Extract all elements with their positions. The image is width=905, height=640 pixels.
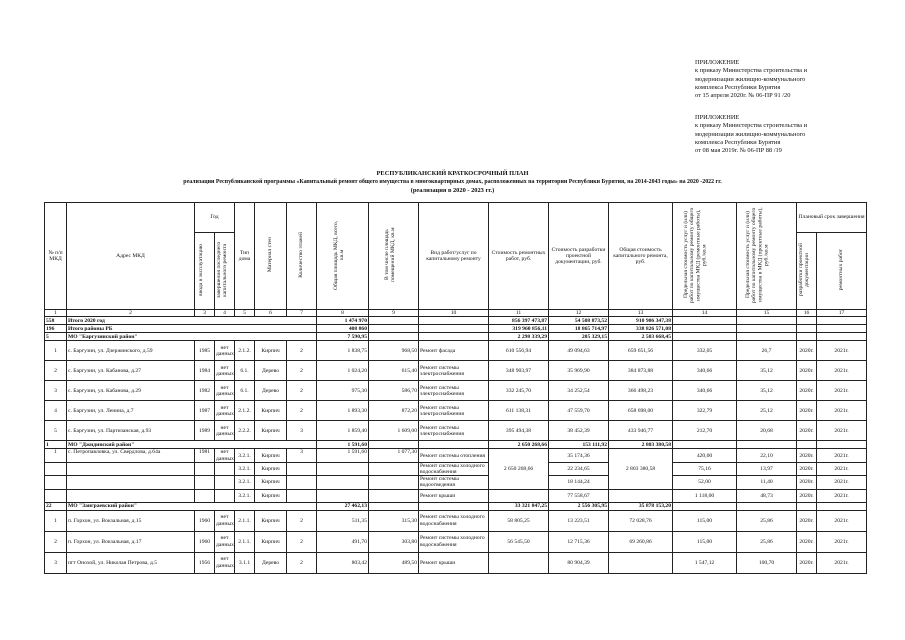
- cell-deadline-design: 2020г.: [797, 510, 817, 531]
- cell-design: 35 969,90: [549, 361, 609, 381]
- cell-deadline-works: 2021г.: [817, 421, 867, 441]
- cell-wall: Кирпич: [255, 462, 287, 475]
- cell-total: 659 651,56: [609, 341, 673, 361]
- plan-table: [44, 202, 867, 574]
- cell-design: 12 715,36: [549, 531, 609, 552]
- cell-area2: 968,50: [369, 341, 419, 361]
- cell-limit-repair: 115,00: [673, 531, 737, 552]
- cell-design: 47 559,70: [549, 401, 609, 421]
- cell-design: 35 174,36: [549, 449, 609, 462]
- cell-total: 384 873,88: [609, 361, 673, 381]
- cell-floors: 3: [287, 421, 317, 441]
- table-row: [45, 361, 867, 381]
- cell-area2: 315,30: [369, 510, 419, 531]
- cell-repair: 395 494,38: [489, 421, 549, 441]
- appendix-label: ПРИЛОЖЕНИЕ: [695, 59, 740, 66]
- group-area: 1 591,60: [317, 441, 369, 449]
- cell-deadline-design: 2020г.: [797, 421, 817, 441]
- cell-limit-repair: 1 547,12: [673, 552, 737, 573]
- col-number: 8: [317, 310, 369, 317]
- cell-repair: [489, 552, 549, 573]
- cell-area2: 489,50: [369, 552, 419, 573]
- cell-work: Ремонт фасада: [419, 341, 489, 361]
- cell-wall: Кирпич: [255, 421, 287, 441]
- cell-wall: Дерево: [255, 381, 287, 401]
- cell-total: 72 028,76: [609, 510, 673, 531]
- cell-limit-design: 100,70: [737, 552, 797, 573]
- cell-area: 1 024,20: [317, 361, 369, 381]
- cell-address: с. Петропавловка, ул. Свердлова, д.64а: [67, 449, 195, 462]
- cell-limit-repair: 340,66: [673, 361, 737, 381]
- cell-limit-repair: 420,00: [673, 449, 737, 462]
- cell-work: Ремонт крыши: [419, 552, 489, 573]
- cell-design: 13 223,51: [549, 510, 609, 531]
- table-row: [45, 462, 867, 475]
- document-period: (реализация в 2020 - 2023 гг.): [410, 187, 495, 194]
- cell-limit-design: 48,73: [737, 489, 797, 502]
- cell-type: 3.2.1.: [235, 462, 255, 475]
- cell-deadline-works: 2021г.: [817, 489, 867, 502]
- cell-deadline-design: 2020г.: [797, 552, 817, 573]
- header-year: Год: [195, 203, 235, 233]
- table-row: [45, 341, 867, 361]
- cell-floors: 2: [287, 531, 317, 552]
- col-number: 17: [817, 310, 867, 317]
- cell-floors: 2: [287, 381, 317, 401]
- cell-deadline-design: 2020г.: [797, 531, 817, 552]
- cell-type: 3.2.1.: [235, 449, 255, 462]
- cell-address: п. Горхон, ул. Вокзальная, д.15: [67, 510, 195, 531]
- cell-address: пгт Онохой, ул. Николая Петрова, д.5: [67, 552, 195, 573]
- cell-work: Ремонт системы отопления: [419, 449, 489, 462]
- cell-repair: 332 245,70: [489, 381, 549, 401]
- cell-year: 1985: [195, 341, 215, 361]
- group-area: 27 462,13: [317, 502, 369, 510]
- header-limit-repair: Предельная стоимость услуг и (или) работ по капитальному ремонту общего имущества МКД (ремонтные работы), руб./кв.м: [682, 207, 708, 303]
- group-total: 35 878 153,20: [609, 502, 673, 510]
- table-row: [45, 510, 867, 531]
- header-common-area: В том числе площадь помещений МКД, кв.м: [383, 227, 396, 283]
- cell-total: 658 698,00: [609, 401, 673, 421]
- header-num: № п/п МКД: [45, 203, 67, 310]
- cell-deadline-works: 2021г.: [817, 449, 867, 462]
- cell-repair: 58 805,25: [489, 510, 549, 531]
- cell-year-repair: нет данных: [216, 449, 234, 462]
- cell-deadline-works: 2021г.: [817, 341, 867, 361]
- cell-floors: 2: [287, 361, 317, 381]
- cell-wall: Кирпич: [255, 476, 287, 489]
- summary-row-2020: [45, 317, 867, 325]
- group-total: 2 503 668,45: [609, 333, 673, 341]
- cell-wall: Кирпич: [255, 341, 287, 361]
- cell-type: 3.1.1: [235, 552, 255, 573]
- cell-area: 803,42: [317, 552, 369, 573]
- cell-wall: Кирпич: [255, 510, 287, 531]
- cell-total: 366 498,23: [609, 381, 673, 401]
- group-design: 153 111,92: [549, 441, 609, 449]
- cell-design: 77 558,67: [549, 489, 609, 502]
- cell-num: 1: [45, 449, 67, 462]
- cell-floors: 2: [287, 552, 317, 573]
- col-number: 10: [419, 310, 489, 317]
- cell-work: Ремонт системы электроснабжения: [419, 381, 489, 401]
- col-number: 13: [609, 310, 673, 317]
- cell-address: с. Баргузин, ул. Партизанская, д.93: [67, 421, 195, 441]
- cell-limit-design: 25,12: [737, 401, 797, 421]
- col-number: 14: [673, 310, 737, 317]
- cell-repair: 2 650 268,66: [489, 449, 549, 489]
- group-name: МО "Джидинский район": [67, 441, 317, 449]
- cell-year-repair: нет данных: [215, 401, 235, 421]
- cell-design: 80 904,39: [549, 552, 609, 573]
- cell-repair: 56 545,50: [489, 531, 549, 552]
- document-subtitle: реализации Республиканской программы «Капитальный ремонт общего имущества в многоквартирных домах, расположенных на территории Республики Бурятия, на 2014-2043 годы» на 2020 -2022 гг.: [183, 179, 722, 185]
- summary-num: 196: [45, 325, 67, 333]
- table-row: [45, 421, 867, 441]
- cell-deadline-design: 2020г.: [797, 381, 817, 401]
- cell-wall: Дерево: [255, 361, 287, 381]
- cell-deadline-design: 2020г.: [797, 462, 817, 475]
- header-year-commission: ввода в эксплуатацию: [197, 243, 204, 297]
- cell-year-repair: нет данных: [215, 361, 235, 381]
- col-number: 6: [255, 310, 287, 317]
- group-num: 22: [45, 502, 67, 510]
- cell-limit-design: 35,12: [737, 361, 797, 381]
- cell-work: Ремонт крыши: [419, 489, 489, 502]
- appendix-line: модернизации жилищно-коммунального: [695, 130, 806, 138]
- cell-limit-design: 20,68: [737, 421, 797, 441]
- summary-repair: 319 960 856,11: [489, 325, 549, 333]
- group-row: [45, 333, 867, 341]
- col-number: 9: [369, 310, 419, 317]
- column-number-row: [45, 310, 867, 317]
- summary-area: 1 474 970: [317, 317, 369, 325]
- cell-area2: 615,40: [369, 361, 419, 381]
- cell-year: 1987: [195, 401, 215, 421]
- cell-deadline-works: 2021г.: [817, 531, 867, 552]
- header-address: Адрес МКД: [67, 203, 195, 310]
- col-number: 3: [195, 310, 215, 317]
- cell-wall: Дерево: [255, 552, 287, 573]
- cell-limit-repair: 75,16: [673, 462, 737, 475]
- summary-row-regions: [45, 325, 867, 333]
- group-name: МО "Заиграевский район": [67, 502, 317, 510]
- header-deadline-works: ремонтных работ: [838, 249, 845, 291]
- cell-num: 2: [45, 361, 67, 381]
- cell-area2: 872,20: [369, 401, 419, 421]
- cell-deadline-works: 2021г.: [817, 552, 867, 573]
- header-house-type: Тип дома: [235, 203, 255, 310]
- cell-address: с. Баргузин, ул. Дзержинского, д.59: [67, 341, 195, 361]
- cell-year: 1956: [195, 552, 215, 573]
- cell-design: 34 252,54: [549, 381, 609, 401]
- col-number: 12: [549, 310, 609, 317]
- cell-wall: Кирпич: [255, 531, 287, 552]
- header-total-area: Общая площадь МКД, всего, кв.м: [332, 220, 345, 290]
- group-name: МО "Баргузинский район": [67, 333, 317, 341]
- summary-total: 338 826 571,08: [609, 325, 673, 333]
- col-number: 15: [737, 310, 797, 317]
- cell-limit-design: 25,86: [737, 531, 797, 552]
- cell-deadline-works: 2021г.: [817, 510, 867, 531]
- summary-design: 18 865 714,97: [549, 325, 609, 333]
- appendix-line: от 08 мая 2019г. № 06-ПР 88 /19: [695, 147, 782, 155]
- cell-area: 1 859,40: [317, 421, 369, 441]
- cell-year: 1981: [195, 449, 215, 462]
- cell-wall: Кирпич: [255, 489, 287, 502]
- cell-year-repair: нет данных: [215, 421, 235, 441]
- col-number: 16: [797, 310, 817, 317]
- cell-area2: 1 077,30: [369, 449, 419, 462]
- cell-year: 1984: [195, 361, 215, 381]
- cell-area2: 586,70: [369, 381, 419, 401]
- appendix-line: к приказу Министерства строительства и: [695, 67, 808, 75]
- cell-type: 6.1.: [235, 361, 255, 381]
- cell-total: 2 803 380,58: [609, 449, 673, 489]
- cell-deadline-design: 2020г.: [797, 476, 817, 489]
- cell-limit-design: 26,7: [737, 341, 797, 361]
- cell-type: 2.2.2.: [235, 421, 255, 441]
- appendix-line: модернизации жилищно-коммунального: [695, 75, 806, 83]
- cell-deadline-works: 2021г.: [817, 476, 867, 489]
- cell-area: 1 591,60: [317, 449, 369, 462]
- cell-deadline-design: 2020г.: [797, 489, 817, 502]
- cell-repair: 611 138,31: [489, 401, 549, 421]
- cell-num: 3: [45, 552, 67, 573]
- group-design: 2 556 305,95: [549, 502, 609, 510]
- group-row: [45, 441, 867, 449]
- cell-num: 4: [45, 401, 67, 421]
- table-row: [45, 381, 867, 401]
- cell-work: Ремонт системы холодного водоснабжения: [419, 510, 489, 531]
- group-num: 1: [45, 441, 67, 449]
- header-limit-design: Предельная стоимость услуг и (или) работ по капитальному ремонту общего имущества в МКД (проектные работы), руб./кв.м: [744, 207, 770, 303]
- cell-repair: 610 556,94: [489, 341, 549, 361]
- summary-total: 910 906 347,38: [609, 317, 673, 325]
- group-area: 7 590,95: [317, 333, 369, 341]
- group-repair: 2 650 268,66: [489, 441, 549, 449]
- cell-area: 975,30: [317, 381, 369, 401]
- summary-num: 558: [45, 317, 67, 325]
- cell-area: 1 838,75: [317, 341, 369, 361]
- cell-deadline-works: 2021г.: [817, 361, 867, 381]
- cell-limit-repair: 52,00: [673, 476, 737, 489]
- cell-design: 49 094,63: [549, 341, 609, 361]
- cell-year: 1982: [195, 381, 215, 401]
- cell-area: 1 893,30: [317, 401, 369, 421]
- group-total: 2 803 380,58: [609, 441, 673, 449]
- cell-wall: Кирпич: [255, 401, 287, 421]
- cell-limit-repair: 322,79: [673, 401, 737, 421]
- cell-design: 38 452,39: [549, 421, 609, 441]
- cell-type: 3.2.1.: [235, 476, 255, 489]
- group-repair: 2 298 339,29: [489, 333, 549, 341]
- cell-floors: 2: [287, 510, 317, 531]
- appendix-line: к приказу Министерства строительства и: [695, 122, 808, 130]
- cell-work: Ремонт системы электроснабжения: [419, 421, 489, 441]
- col-number: 11: [489, 310, 549, 317]
- cell-type: 2.1.2.: [235, 341, 255, 361]
- cell-work: Ремонт системы холодного водоснабжения: [419, 531, 489, 552]
- col-number: 7: [287, 310, 317, 317]
- cell-limit-repair: 115,00: [673, 510, 737, 531]
- cell-type: 3.2.1.: [235, 489, 255, 502]
- summary-area: 408 860: [317, 325, 369, 333]
- appendix-line: комплекса Республики Бурятия: [695, 138, 781, 146]
- header-deadline: Плановый срок завершения: [797, 203, 867, 233]
- header-total-cost: Общая стоимость капитального ремонта, руб.: [609, 203, 673, 310]
- cell-limit-design: 11,40: [737, 476, 797, 489]
- cell-deadline-works: 2021г.: [817, 462, 867, 475]
- cell-address: с. Баргузин, ул. Кабанова, д.29: [67, 381, 195, 401]
- cell-year: 1960: [195, 531, 215, 552]
- cell-limit-repair: 340,66: [673, 381, 737, 401]
- cell-area: 511,35: [317, 510, 369, 531]
- cell-type: 2.1.1.: [235, 510, 255, 531]
- cell-area2: 1 609,00: [369, 421, 419, 441]
- cell-num: 2: [45, 531, 67, 552]
- cell-work: Ремонт системы холодного водоснабжения: [419, 462, 489, 475]
- col-number: 2: [67, 310, 195, 317]
- cell-design: 18 144,24: [549, 476, 609, 489]
- col-number: 4: [215, 310, 235, 317]
- summary-name: Итого районы РБ: [67, 325, 317, 333]
- table-row: [45, 552, 867, 573]
- header-wall-material: Материал стен: [267, 237, 274, 273]
- cell-year: 1960: [195, 510, 215, 531]
- cell-year-repair: нет данных: [215, 341, 235, 361]
- cell-limit-repair: 332,05: [673, 341, 737, 361]
- cell-num: 1: [45, 341, 67, 361]
- group-num: 5: [45, 333, 67, 341]
- cell-num: 5: [45, 421, 67, 441]
- appendix-line: комплекса Республики Бурятия: [695, 83, 781, 91]
- col-number: 1: [45, 310, 67, 317]
- group-repair: 33 321 847,25: [489, 502, 549, 510]
- cell-total: [609, 552, 673, 573]
- cell-total: 433 946,77: [609, 421, 673, 441]
- table-row: [45, 476, 867, 489]
- summary-name: Итого 2020 год: [67, 317, 317, 325]
- cell-work: Ремонт системы водоотведения: [419, 476, 489, 489]
- summary-design: 54 508 873,52: [549, 317, 609, 325]
- cell-year-repair: нет данных: [215, 381, 235, 401]
- cell-floors: 2: [287, 341, 317, 361]
- group-row: [45, 502, 867, 510]
- header-repair-cost: Стоимость ремонтных работ, руб.: [489, 203, 549, 310]
- header-deadline-design: разработки проектной документации: [798, 243, 811, 297]
- cell-repair: 348 903,97: [489, 361, 549, 381]
- header-design-cost: Стоимость разработки проектной документации, руб.: [549, 203, 609, 310]
- cell-deadline-works: 2021г.: [817, 381, 867, 401]
- cell-num: 1: [45, 510, 67, 531]
- cell-address: с. Баргузин, ул. Ленина, д.7: [67, 401, 195, 421]
- group-design: 205 329,15: [549, 333, 609, 341]
- cell-area2: 303,80: [369, 531, 419, 552]
- appendix-label: ПРИЛОЖЕНИЕ: [695, 114, 740, 121]
- cell-num: 3: [45, 381, 67, 401]
- cell-area: 491,70: [317, 531, 369, 552]
- table-row: [45, 401, 867, 421]
- cell-limit-repair: 212,70: [673, 421, 737, 441]
- cell-address: п. Горхон, ул. Вокзальная, д.17: [67, 531, 195, 552]
- summary-repair: 856 397 473,87: [489, 317, 549, 325]
- cell-deadline-design: 2020г.: [797, 361, 817, 381]
- cell-type: 6.1.: [235, 381, 255, 401]
- cell-design: 22 234,65: [549, 462, 609, 475]
- cell-limit-design: 22,10: [737, 449, 797, 462]
- cell-limit-design: 25,86: [737, 510, 797, 531]
- cell-year-repair: нет данных: [215, 510, 235, 531]
- appendix-block-2: [695, 114, 807, 155]
- cell-floors: 2: [287, 401, 317, 421]
- cell-year: 1989: [195, 421, 215, 441]
- table-row: [45, 531, 867, 552]
- header-work-type: Вид работ/услуг по капитальному ремонту: [419, 203, 489, 310]
- table-row: [45, 489, 867, 502]
- cell-type: 2.1.1.: [235, 531, 255, 552]
- cell-deadline-design: 2020г.: [797, 401, 817, 421]
- cell-deadline-design: 2020г.: [797, 341, 817, 361]
- cell-work: Ремонт системы электроснабжения: [419, 361, 489, 381]
- document-title: РЕСПУБЛИКАНСКИЙ КРАТКОСРОЧНЫЙ ПЛАН: [376, 170, 529, 177]
- cell-limit-design: 35,12: [737, 381, 797, 401]
- header-year-last-repair: завершения последнего капитального ремонта: [216, 241, 229, 299]
- cell-work: Ремонт системы электроснабжения: [419, 401, 489, 421]
- header-floors: Количество этажей: [298, 232, 305, 278]
- table-row: [45, 449, 867, 462]
- cell-wall: Кирпич: [255, 449, 287, 462]
- cell-year-repair: нет данных: [215, 552, 235, 573]
- cell-year-repair: нет данных: [215, 531, 235, 552]
- appendix-line: от 15 апреля 2020г. № 06-ПР 91 /20: [695, 92, 791, 100]
- cell-floors: 3: [287, 449, 317, 462]
- cell-address: с. Баргузин, ул. Кабанова, д.27: [67, 361, 195, 381]
- cell-type: 2.1.2.: [235, 401, 255, 421]
- cell-limit-design: 13,97: [737, 462, 797, 475]
- col-number: 5: [235, 310, 255, 317]
- cell-deadline-works: 2021г.: [817, 401, 867, 421]
- appendix-block-1: [695, 59, 807, 100]
- cell-total: 69 260,86: [609, 531, 673, 552]
- cell-deadline-design: 2020г.: [797, 449, 817, 462]
- cell-limit-repair: 1 118,00: [673, 489, 737, 502]
